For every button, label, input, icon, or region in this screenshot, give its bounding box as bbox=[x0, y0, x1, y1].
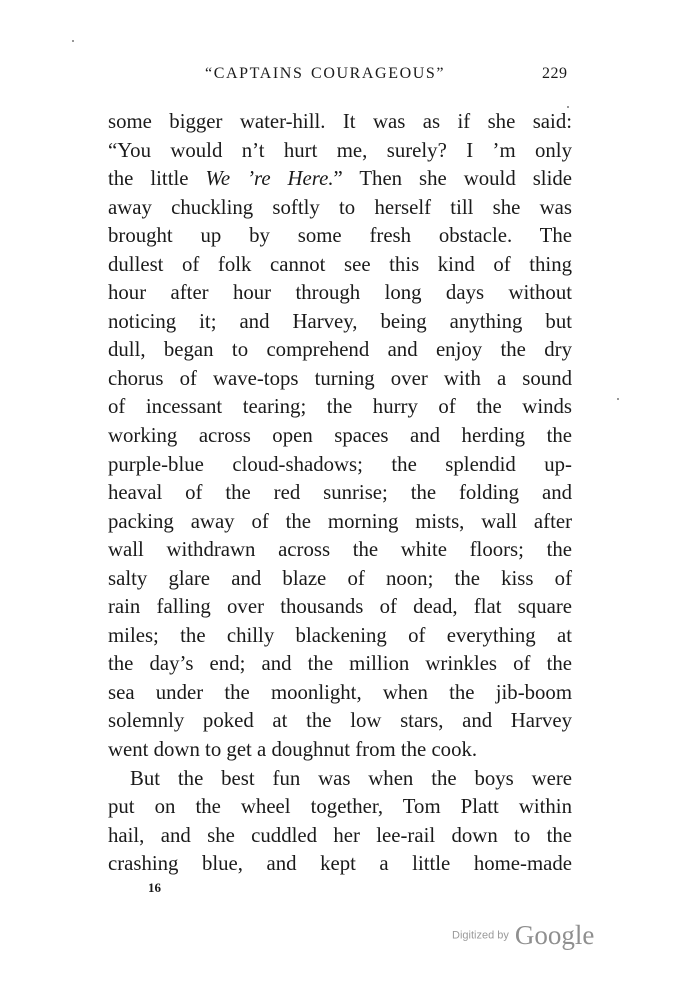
ship-name-italic: We ’re Here. bbox=[205, 167, 334, 191]
text-fragment: ” Then she would slide bbox=[333, 167, 572, 191]
text-line: hour after hour through long days without bbox=[108, 281, 572, 305]
text-line: hail, and she cuddled her lee-rail down to the bbox=[108, 823, 572, 847]
text-line: sea under the moonlight, when the jib-boom bbox=[108, 680, 572, 704]
text-line-with-italic bbox=[108, 165, 572, 194]
text-line: rain falling over thousands of dead, flat square bbox=[108, 595, 572, 619]
text-line: packing away of the morning mists, wall after bbox=[108, 509, 572, 533]
text-line: some bigger water-hill. It was as if she said: bbox=[108, 110, 572, 133]
text-line-paragraph-start: But the best fun was when the boys were bbox=[130, 766, 572, 790]
text-line: away chuckling softly to herself till she was bbox=[108, 195, 572, 219]
text-line: put on the wheel together, Tom Platt within bbox=[108, 795, 572, 819]
text-line: salty glare and blaze of noon; the kiss of bbox=[108, 566, 572, 590]
digitizer-watermark bbox=[452, 920, 594, 951]
text-line: wall withdrawn across the white floors; the bbox=[108, 538, 572, 562]
print-speck bbox=[617, 398, 619, 400]
text-line: heaval of the red sunrise; the folding and bbox=[108, 481, 572, 505]
text-line: solemnly poked at the low stars, and Harvey bbox=[108, 709, 572, 733]
text-line: purple-blue cloud-shadows; the splendid up- bbox=[108, 452, 572, 476]
text-line: of incessant tearing; the hurry of the winds bbox=[108, 395, 572, 419]
page-number: 229 bbox=[542, 65, 568, 82]
text-line: crashing blue, and kept a little home-made bbox=[108, 852, 572, 876]
text-line: dull, began to comprehend and enjoy the dry bbox=[108, 338, 572, 362]
google-logo: Google bbox=[514, 920, 595, 950]
text-line: working across open spaces and herding the bbox=[108, 424, 572, 448]
signature-mark: 16 bbox=[148, 880, 161, 895]
print-speck bbox=[567, 106, 569, 108]
text-line: noticing it; and Harvey, being anything but bbox=[108, 309, 572, 333]
running-head bbox=[0, 63, 689, 93]
text-line: “You would n’t hurt me, surely? I ’m only bbox=[108, 138, 572, 162]
text-line-paragraph-end: went down to get a doughnut from the cook. bbox=[108, 738, 478, 762]
text-fragment: the little bbox=[108, 167, 206, 191]
body-text bbox=[108, 108, 572, 879]
text-line: the day’s end; and the million wrinkles of the bbox=[108, 652, 572, 676]
print-speck bbox=[72, 40, 74, 42]
digitized-by-label: Digitized by bbox=[452, 929, 509, 942]
text-line: chorus of wave-tops turning over with a sound bbox=[108, 366, 572, 390]
running-title: “CAPTAINS COURAGEOUS” bbox=[205, 65, 446, 82]
text-line: dullest of folk cannot see this kind of thing bbox=[108, 252, 572, 276]
text-line: brought up by some fresh obstacle. The bbox=[108, 224, 572, 248]
text-line: miles; the chilly blackening of everything at bbox=[108, 623, 572, 647]
